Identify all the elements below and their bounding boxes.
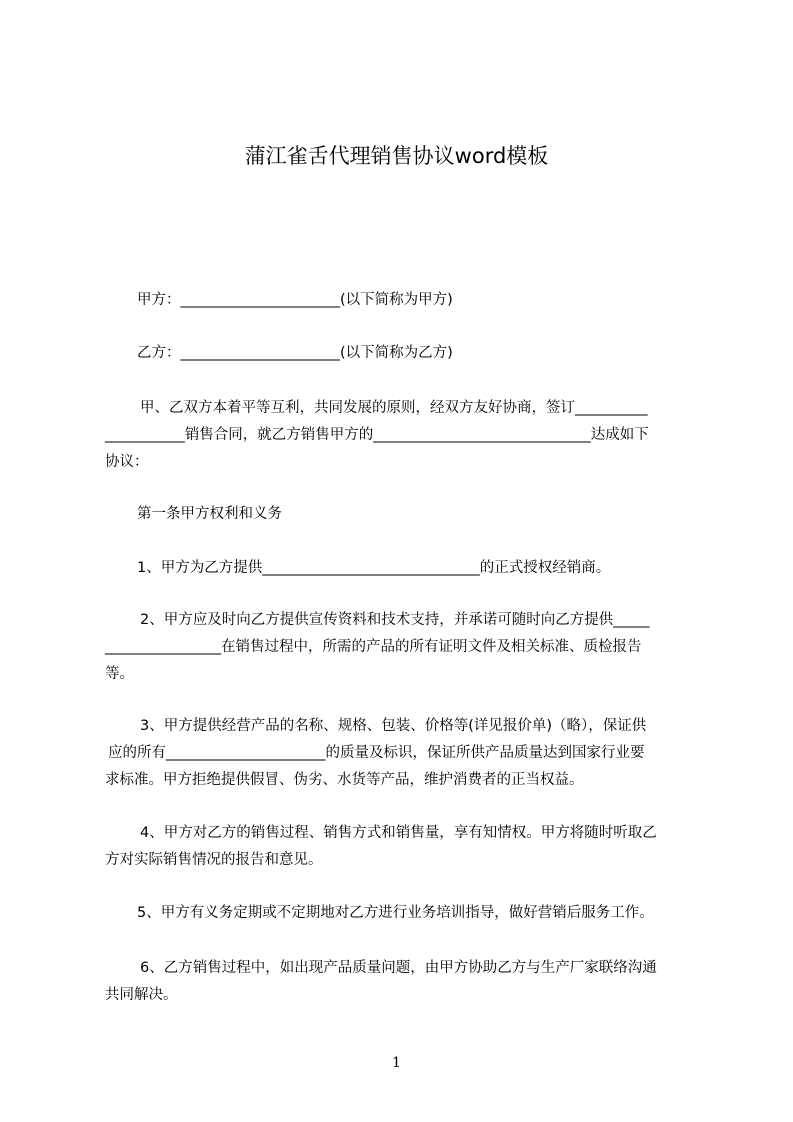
preamble-line-1: 甲、乙双方本着平等互利，共同发展的原则，经双方友好协商，签订__________ [140, 400, 648, 416]
clause-3 [105, 713, 646, 794]
clause-1 [137, 555, 610, 582]
clause-3-line-1: 3、甲方提供经营产品的名称、规格、包装、价格等(详见报价单)（略），保证供 [140, 718, 647, 734]
clause-4-line-1: 4、甲方对乙方的销售过程、销售方式和销售量，享有知情权。甲方将随时听取乙 [140, 825, 657, 841]
clause-4 [105, 820, 657, 874]
party-a-line: 甲方：______________________(以下简称为甲方) [137, 292, 453, 308]
preamble-line-3: 协议： [105, 454, 149, 470]
clause-6-line-2: 共同解决。 [105, 987, 178, 1003]
document-title: 蒲江雀舌代理销售协议word模板 [244, 144, 549, 168]
clause-5-line-1: 5、甲方有义务定期或不定期地对乙方进行业务培训指导，做好营销后服务工作。 [137, 905, 654, 921]
clause-2-line-1: 2、甲方应及时向乙方提供宣传资料和技术支持，并承诺可随时向乙方提供_____ [140, 612, 650, 628]
party-b-line: 乙方：______________________(以下简称为乙方) [137, 345, 453, 361]
clause-3-line-3: 求标准。甲方拒绝提供假冒、伪劣、水货等产品，维护消费者的正当权益。 [105, 772, 584, 788]
preamble-line-2: ___________销售合同，就乙方销售甲方的______________________________达成如下 [105, 427, 649, 443]
clause-5 [137, 900, 654, 927]
clause-2 [105, 607, 649, 688]
clause-2-line-2: ________________在销售过程中，所需的产品的所有证明文件及相关标准、质检报告 [105, 639, 642, 655]
clause-2-line-3: 等。 [105, 666, 134, 682]
article-1-heading: 第一条甲方权利和义务 [137, 506, 282, 522]
page-number: 1 [392, 1055, 401, 1071]
clause-4-line-2: 方对实际销售情况的报告和意见。 [105, 852, 323, 868]
clause-3-line-2: 应的所有______________________的质量及标识，保证所供产品质量达到国家行业要 [108, 745, 645, 761]
clause-1-line-1: 1、甲方为乙方提供______________________________的正式授权经销商。 [137, 560, 611, 576]
clause-6-line-1: 6、乙方销售过程中，如出现产品质量问题，由甲方协助乙方与生产厂家联络沟通 [140, 960, 657, 976]
preamble-paragraph [105, 395, 649, 476]
clause-6 [105, 955, 657, 1009]
